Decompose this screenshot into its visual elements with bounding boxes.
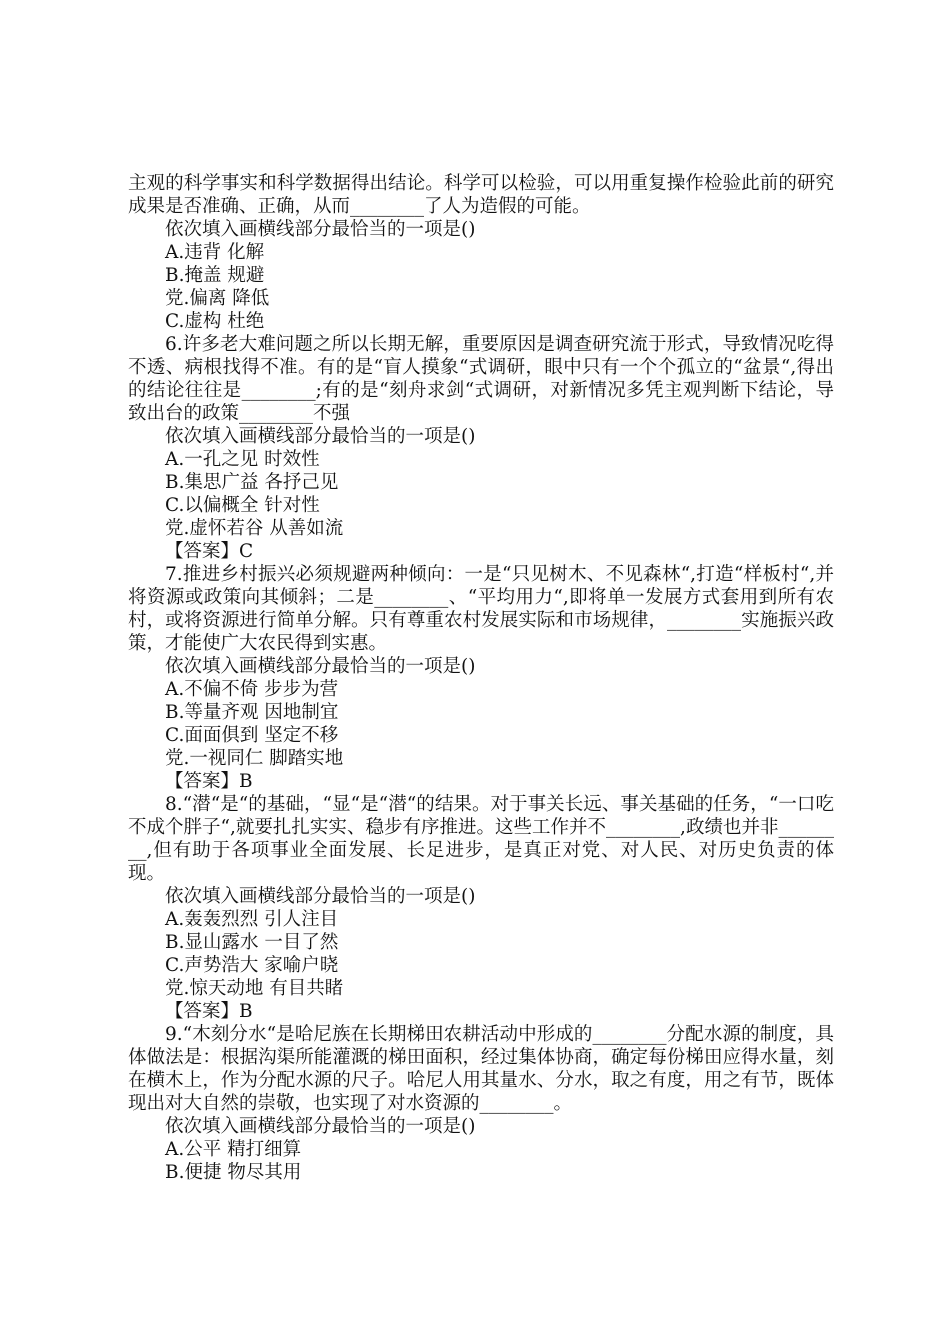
option-a: A.公平 精打细算 <box>165 1139 302 1160</box>
option-d: 党.一视同仁 脚踏实地 <box>165 748 344 769</box>
option-d: 党.偏离 降低 <box>165 288 270 309</box>
option-a: A.违背 化解 <box>165 242 265 263</box>
option-b: B.显山露水 一目了然 <box>165 932 339 953</box>
paragraph-q5-tail: 主观的科学事实和科学数据得出结论。科学可以检验，可以用重复操作检验此前的研究成果是否准确、正确，从而________了人为造假的可能。 <box>128 173 834 217</box>
option-c: C.虚构 杜绝 <box>165 311 265 332</box>
option-b: B.集思广益 各抒己见 <box>165 472 339 493</box>
option-a: A.一孔之见 时效性 <box>165 449 320 470</box>
option-c: C.以偏概全 针对性 <box>165 495 320 516</box>
option-d: 党.惊天动地 有目共睹 <box>165 978 344 999</box>
option-a: A.不偏不倚 步步为营 <box>165 679 339 700</box>
option-c: C.面面俱到 坚定不移 <box>165 725 339 746</box>
document-page <box>128 172 834 1184</box>
question-prompt: 依次填入画横线部分最恰当的一项是() <box>165 426 476 447</box>
question-prompt: 依次填入画横线部分最恰当的一项是() <box>165 1116 476 1137</box>
option-b: B.等量齐观 因地制宜 <box>165 702 339 723</box>
question-prompt: 依次填入画横线部分最恰当的一项是() <box>165 886 476 907</box>
option-c: C.声势浩大 家喻户晓 <box>165 955 339 976</box>
paragraph-q8: 8.“潜“是“的基础，“显“是“潜“的结果。对于事关长远、事关基础的任务，“一口吃不成个胖子“,就要扎扎实实、稳步有序推进。这些工作并不________,政绩也并非________,但有助于各项事业全面发展、长足进步，是真正对党、对人民、对历史负责的体现。 <box>128 794 834 884</box>
answer-label: 【答案】B <box>165 771 253 792</box>
paragraph-q7: 7.推进乡村振兴必须规避两种倾向：一是“只见树木、不见森林“,打造“样板村“,并将资源或政策向其倾斜；二是________、“平均用力“,即将单一发展方式套用到所有农村，或将资源进行简单分解。只有尊重农村发展实际和市场规律，________实施振兴政策，才能使广大农民得到实惠。 <box>128 564 834 654</box>
question-prompt: 依次填入画横线部分最恰当的一项是() <box>165 219 476 240</box>
paragraph-q6: 6.许多老大难问题之所以长期无解，重要原因是调查研究流于形式，导致情况吃得不透、病根找得不准。有的是“盲人摸象“式调研，眼中只有一个个孤立的“盆景“,得出的结论往往是________;有的是“刻舟求剑“式调研，对新情况多凭主观判断下结论，导致出台的政策________不强 <box>128 334 834 424</box>
option-a: A.轰轰烈烈 引人注目 <box>165 909 339 930</box>
option-b: B.便捷 物尽其用 <box>165 1162 302 1183</box>
paragraph-q9: 9.“木刻分水“是哈尼族在长期梯田农耕活动中形成的________分配水源的制度，具体做法是：根据沟渠所能灌溉的梯田面积，经过集体协商，确定每份梯田应得水量，刻在横木上，作为分配水源的尺子。哈尼人用其量水、分水，取之有度，用之有节，既体现出对大自然的崇敬，也实现了对水资源的________。 <box>128 1024 834 1114</box>
question-prompt: 依次填入画横线部分最恰当的一项是() <box>165 656 476 677</box>
option-b: B.掩盖 规避 <box>165 265 265 286</box>
option-d: 党.虚怀若谷 从善如流 <box>165 518 344 539</box>
answer-label: 【答案】B <box>165 1001 253 1022</box>
answer-label: 【答案】C <box>165 541 254 562</box>
